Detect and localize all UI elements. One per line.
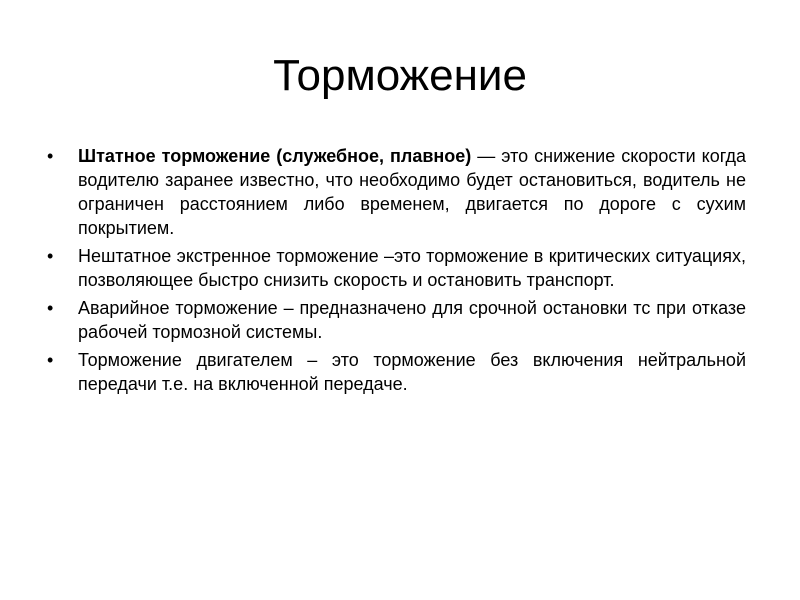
bullet-item-accident-braking xyxy=(40,296,746,344)
bullet-item-engine-braking xyxy=(40,348,746,396)
bullet-dot-icon: • xyxy=(47,246,54,266)
bullet-dot-icon: • xyxy=(47,350,54,370)
bullet-bold-term: Штатное торможение (служебное, плавное) xyxy=(78,146,472,166)
bullet-item-planned-braking xyxy=(40,144,746,240)
bullet-list xyxy=(40,144,746,400)
slide-title: Торможение xyxy=(273,51,527,100)
bullet-item-emergency-braking xyxy=(40,244,746,292)
bullet-text: — это снижение скорости когда водителю заранее известно, что необходимо будет остановиться, водитель не ограничен расстоянием либо временем, двигается по дороге с сухим покрытием. xyxy=(78,146,746,238)
bullet-dot-icon: • xyxy=(47,298,54,318)
bullet-text: Аварийное торможение – предназначено для срочной остановки тс при отказе рабочей тормозной системы. xyxy=(78,298,746,342)
bullet-dot-icon: • xyxy=(47,146,54,166)
bullet-text: Торможение двигателем – это торможение без включения нейтральной передачи т.е. на включенной передаче. xyxy=(78,350,746,394)
bullet-text: Нештатное экстренное торможение –это торможение в критических ситуациях, позволяющее быстро снизить скорость и остановить транспорт. xyxy=(78,246,746,290)
